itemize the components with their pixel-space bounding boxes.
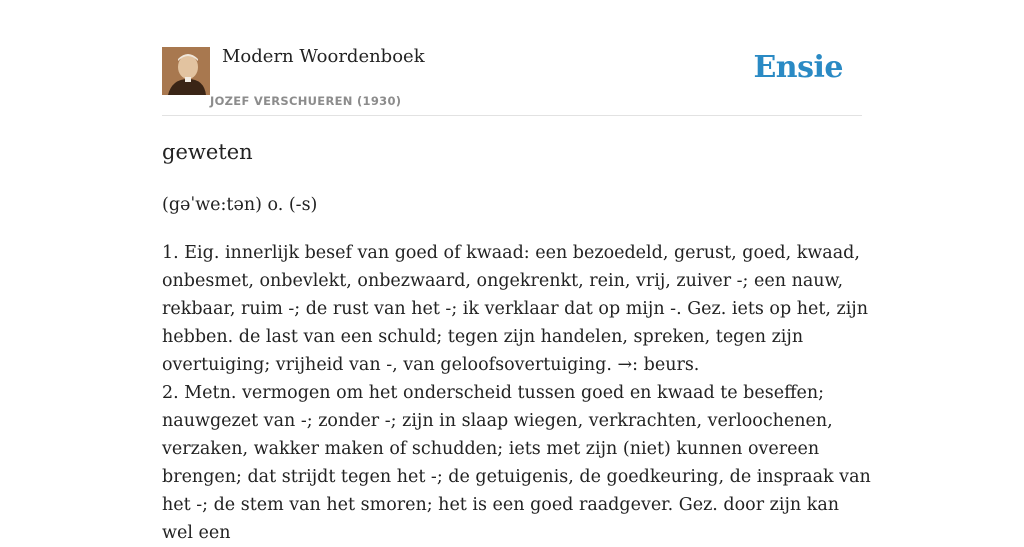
content-column <box>162 0 871 543</box>
entry-definition <box>162 239 874 547</box>
definition-sense: 1. Eig. innerlijk besef van goed of kwaad: een bezoedeld, gerust, goed, kwaad, onbesmet, onbevlekt, onbezwaard, ongekrenkt, rein, vrij, zuiver -; een nauw, rekbaar, ruim -; de rust van het -; ik verklaar dat op mijn -. Gez. iets op het, zijn hebben. de last van een schuld; tegen zijn handelen, spreken, tegen zijn overtuiging; vrijheid van -, van geloofsovertuiging. →: beurs. <box>162 243 869 375</box>
book-title[interactable]: Modern Woordenboek <box>222 46 425 67</box>
header <box>162 0 862 116</box>
brand-logo[interactable]: Ensie <box>753 50 843 85</box>
author-portrait-icon <box>162 47 210 95</box>
entry-pronunciation: (gəˈwe:tən) o. (-s) <box>162 195 318 215</box>
author-avatar[interactable] <box>162 47 210 95</box>
definition-sense: 2. Metn. vermogen om het onderscheid tussen goed en kwaad te beseffen; nauwgezet van -; zonder -; zijn in slaap wiegen, verkrachten, verloochenen, verzaken, wakker maken of schudden; iets met zijn (niet) kunnen overeen brengen; dat strijdt tegen het -; de getuigenis, de goedkeuring, de inspraak van het -; de stem van het smoren; het is een goed raadgever. Gez. door zijn kan wel een <box>162 383 871 543</box>
entry-headword: geweten <box>162 140 253 164</box>
author-name[interactable]: JOZEF VERSCHUEREN (1930) <box>210 94 402 108</box>
